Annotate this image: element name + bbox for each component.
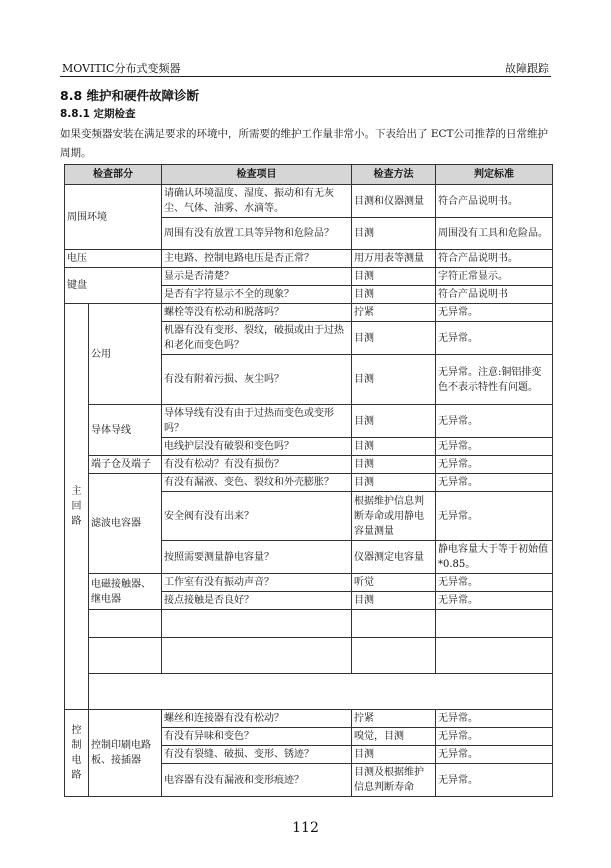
- table-row: [65, 456, 553, 474]
- table-row: [65, 610, 553, 638]
- item-cell: 电容器有没有漏液和变形痕迹？: [162, 764, 352, 797]
- criterion-cell: 无异常。: [436, 405, 553, 438]
- table-row: [65, 638, 553, 674]
- criterion-cell: 符合产品说明书。: [436, 185, 553, 218]
- method-cell: 目测: [352, 286, 436, 304]
- criterion-cell: 无异常。注意:铜铝排变色不表示特性有问题。: [436, 355, 553, 405]
- part-cell: 滤波电容器: [89, 474, 162, 574]
- group-cell: 控制电路: [65, 710, 89, 797]
- criterion-cell: 无异常。: [436, 592, 553, 610]
- empty-cell: [162, 638, 352, 674]
- part-cell: 键盘: [65, 268, 162, 304]
- item-cell: 电线护层没有破裂和变色吗？: [162, 438, 352, 456]
- table-row: [65, 710, 553, 728]
- part-cell: 电压: [65, 250, 162, 268]
- empty-cell: [352, 638, 436, 674]
- header-chapter: 故障跟踪: [505, 62, 549, 75]
- empty-cell: [89, 638, 162, 674]
- empty-cell: [352, 610, 436, 638]
- method-cell: 目测和仪器测量: [352, 185, 436, 218]
- part-cell: 电磁接触器、继电器: [89, 574, 162, 610]
- method-cell: 根据维护信息判断寿命或用静电容量测量: [352, 492, 436, 541]
- item-cell: 有没有附着污损、灰尘吗？: [162, 355, 352, 405]
- header-item: 检查项目: [162, 165, 352, 185]
- item-cell: 安全阀有没有出来？: [162, 492, 352, 541]
- empty-cell: [162, 610, 352, 638]
- criterion-cell: 静电容量大于等于初始值*0.85。: [436, 541, 553, 574]
- method-cell: 用万用表等测量: [352, 250, 436, 268]
- method-cell: 拧紧: [352, 710, 436, 728]
- part-cell: 周围环境: [65, 185, 162, 250]
- criterion-cell: 无异常。: [436, 710, 553, 728]
- item-cell: 有没有异味和变色？: [162, 728, 352, 746]
- item-cell: 机器有没有变形、裂纹，破损或由于过热和老化而变色吗？: [162, 322, 352, 355]
- criterion-cell: 字符正常显示。: [436, 268, 553, 286]
- method-cell: 嗅觉，目测: [352, 728, 436, 746]
- item-cell: 周围有没有放置工具等异物和危险品？: [162, 218, 352, 250]
- item-cell: 螺丝和连接器有没有松动？: [162, 710, 352, 728]
- method-cell: 目测: [352, 405, 436, 438]
- criterion-cell: 无异常。: [436, 438, 553, 456]
- method-cell: 目测: [352, 474, 436, 492]
- criterion-cell: 无异常。: [436, 728, 553, 746]
- intro-paragraph: 如果变频器安装在满足要求的环境中，所需要的维护工作量非常小。下表给出了 ECT公司推荐的日常维护周期。: [60, 128, 549, 159]
- criterion-cell: 符合产品说明书: [436, 286, 553, 304]
- method-cell: 目测: [352, 438, 436, 456]
- empty-cell: [89, 674, 553, 710]
- criterion-cell: 无异常。: [436, 492, 553, 541]
- criterion-cell: 无异常。: [436, 746, 553, 764]
- item-cell: 请确认环境温度、湿度、振动和有无灰尘、气体、油雾、水滴等。: [162, 185, 352, 218]
- empty-cell: [89, 610, 162, 638]
- page-number: 112: [292, 820, 319, 836]
- criterion-cell: 无异常。: [436, 474, 553, 492]
- subsection-title: 8.8.1 定期检查: [60, 108, 136, 120]
- item-cell: 有没有漏液、变色、裂纹和外壳膨胀？: [162, 474, 352, 492]
- method-cell: 目测及根据维护信息判断寿命: [352, 764, 436, 797]
- criterion-cell: 无异常。: [436, 322, 553, 355]
- header-product: MOVITIC分布式变频器: [62, 62, 181, 75]
- header-part: 检查部分: [65, 165, 162, 185]
- item-cell: 主电路、控制电路电压是否正常？: [162, 250, 352, 268]
- item-cell: 有没有松动？有没有损伤？: [162, 456, 352, 474]
- table-header-row: [65, 165, 553, 185]
- item-cell: 螺栓等没有松动和脱落吗？: [162, 304, 352, 322]
- criterion-cell: 无异常。: [436, 574, 553, 592]
- item-cell: 按照需要测量静电容量？: [162, 541, 352, 574]
- group-cell: 主回路: [65, 304, 89, 710]
- criterion-cell: 周围没有工具和危险品。: [436, 218, 553, 250]
- method-cell: 目测: [352, 456, 436, 474]
- table-row: [65, 574, 553, 592]
- page-header: [60, 58, 551, 77]
- empty-cell: [436, 638, 553, 674]
- item-cell: 是否有字符显示不全的现象？: [162, 286, 352, 304]
- table-row: [65, 250, 553, 268]
- part-cell: 端子仓及端子: [89, 456, 162, 474]
- empty-cell: [436, 610, 553, 638]
- method-cell: 拧紧: [352, 304, 436, 322]
- inspection-table: [64, 164, 553, 797]
- table-row: [65, 304, 553, 322]
- header-criterion: 判定标准: [436, 165, 553, 185]
- criterion-cell: 无异常。: [436, 764, 553, 797]
- item-cell: 导体导线有没有由于过热而变色或变形吗？: [162, 405, 352, 438]
- table-row: [65, 405, 553, 438]
- method-cell: 目测: [352, 218, 436, 250]
- method-cell: 目测: [352, 355, 436, 405]
- item-cell: 接点接触是否良好？: [162, 592, 352, 610]
- method-cell: 目测: [352, 592, 436, 610]
- method-cell: 目测: [352, 268, 436, 286]
- method-cell: 听觉: [352, 574, 436, 592]
- method-cell: 目测: [352, 322, 436, 355]
- criterion-cell: 无异常。: [436, 456, 553, 474]
- part-cell: 公用: [89, 304, 162, 405]
- item-cell: 显示是否清楚？: [162, 268, 352, 286]
- table-row: [65, 474, 553, 492]
- criterion-cell: 符合产品说明书。: [436, 250, 553, 268]
- method-cell: 目测: [352, 746, 436, 764]
- section-title: 8.8 维护和硬件故障诊断: [60, 88, 199, 103]
- table-row: [65, 185, 553, 218]
- table-row: [65, 268, 553, 286]
- item-cell: 工作室有没有振动声音？: [162, 574, 352, 592]
- part-cell: 导体导线: [89, 405, 162, 456]
- table-row: [65, 674, 553, 710]
- part-cell: 控制印刷电路板、接插器: [89, 710, 162, 797]
- header-method: 检查方法: [352, 165, 436, 185]
- criterion-cell: 无异常。: [436, 304, 553, 322]
- method-cell: 仪器测定电容量: [352, 541, 436, 574]
- item-cell: 有没有裂缝、破损、变形、锈迹？: [162, 746, 352, 764]
